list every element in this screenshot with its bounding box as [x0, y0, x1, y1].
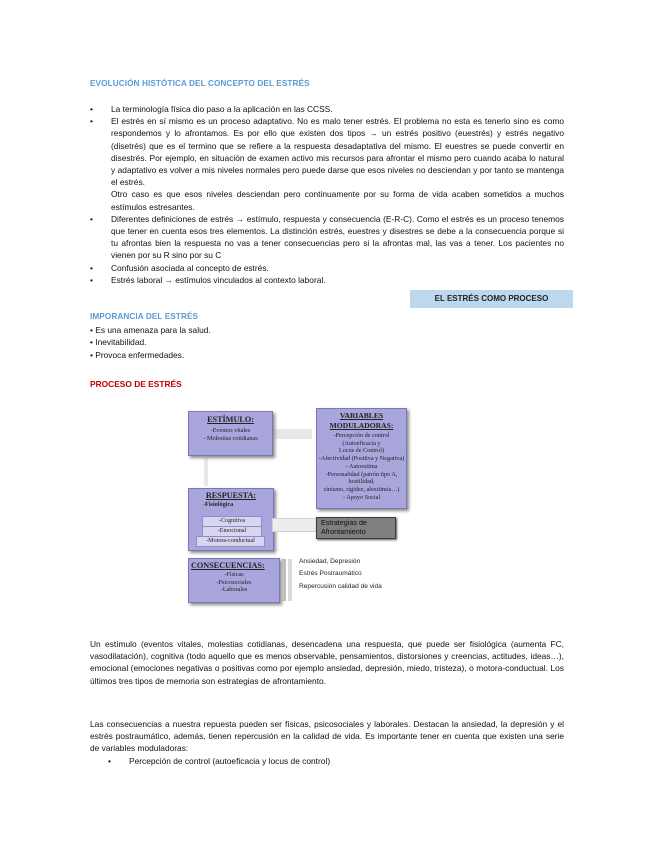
bullet-icon: •: [90, 104, 93, 114]
variables-line: - Apoyo Social: [342, 493, 381, 501]
respuesta-item: -Motora-conductual: [196, 536, 265, 547]
section-title-importancia: IMPORANCIA DEL ESTRÉS: [90, 312, 199, 321]
importancia-list: [90, 324, 211, 361]
outcome-item: Repercusión calidad de vida: [299, 582, 382, 590]
outcomes-list: [299, 556, 382, 593]
last-bullet-list: [108, 755, 564, 767]
list-item: • Percepción de control (autoeficacia y locus de control): [108, 756, 331, 766]
variables-line: -Percepción de control (Autoeficacia y: [333, 432, 390, 447]
consecuencias-line: -Psicosociales: [216, 578, 252, 586]
consecuencias-line: -Laborales: [220, 586, 248, 594]
consecuencias-line: -Físicas: [224, 571, 244, 578]
consecuencias-box: [188, 558, 280, 603]
bullet-icon: •: [90, 262, 93, 273]
list-item: • Diferentes definiciones de estrés → estímulo, respuesta y consecuencia (E-R-C). Como el estrés es un proceso tenemos que tener en cuenta esos tres elementos. La distinción estrés, euestres y disestres se debe a la consecuencia porque si tu afrontas bien la respuesta no vas a tener consecuencias pero si la afrontas mal, las vas a tener. Los pacientes no vienen por su R sino por su C: [90, 213, 564, 261]
respuesta-title: RESPUESTA:: [205, 491, 257, 500]
variables-title: VARIABLES MODULADORAS:: [329, 411, 394, 430]
variables-line: -Personalidad (patrón tipo A, hostilidad,: [325, 470, 398, 486]
respuesta-fisiologica: -Fisiológica: [203, 501, 234, 508]
section-title-proceso: PROCESO DE ESTRÉS: [90, 379, 182, 389]
estimulo-box: [188, 411, 273, 456]
list-item: • Estrés laboral → estímulos vinculados al contexto laboral.: [90, 274, 326, 285]
variables-line: cinismo, rigidez, alexitimia…): [323, 485, 400, 493]
list-note: Otro caso es que esos niveles desciendan pero continuamente por su forma de vida acaben sometidos a muchos estímulos estresantes.: [111, 189, 564, 212]
stress-process-diagram: [182, 406, 408, 604]
variables-line: - Autoestima: [345, 462, 378, 470]
respuesta-item: -Emocional: [202, 526, 262, 537]
section-title-evolucion: EVOLUCIÓN HISTÓTICA DEL CONCEPTO DEL ESTRÉS: [90, 79, 310, 88]
list-item: • El estrés en sí mismo es un proceso adaptativo. No es malo tener estrés. El problema no esta es tenerlo sino es como respondemos y lo afrontamos. Es por ello que existen dos tipos → un estrés positivo (euestrés) y estrés negativo (disetrés) que es el termino que se refiere a la respuesta desadaptativa del mismo. El euestres se puede convertir en disestrés. Por ejemplo, en situación de examen activo mis recursos para afrontar el mismo pero cuando acaba lo natural y adaptativo es volver a mis niveles normales pero puede darse que esos niveles no desciendan y por tanto se mantenga el estrés.: [90, 116, 564, 188]
estimulo-title: ESTÍMULO:: [207, 415, 254, 424]
list-item: • Confusión asociada al concepto de estrés.: [90, 262, 269, 273]
divider-bar: [282, 559, 286, 601]
list-item: • La terminología física dio paso a la aplicación en las CCSS.: [90, 104, 333, 114]
paragraph-estimulo: Un estímulo (eventos vitales, molestias cotidianas, desencadena una respuesta, que puede ser fisiológica (aumenta FC, vasodilatación), cognitiva (todo aquello que es menos observable, pensamientos, distorsiones y creencias, actitudes, ideas…), emocional (emociones negativas o positivas como por ejemplo ansiedad, depresión, miedo, tristeza), o motora-conductual. Los últimos tres tipos de memoria son estrategias de afrontamiento.: [90, 639, 564, 686]
evolucion-bullet-list: [90, 103, 564, 286]
list-item: • Es una amenaza para la salud.: [90, 325, 211, 335]
bullet-icon: •: [90, 116, 93, 127]
bullet-icon: •: [108, 756, 111, 766]
paragraph-consecuencias: Las consecuencias a nuestra repuesta pueden ser físicas, psicosociales y laborales. Destacan la ansiedad, la depresión y el estrés postraumático, además, tienen repercusión en la calidad de vida. Es importante tener en cuenta que existen una serie de variables moduladoras:: [90, 719, 564, 754]
connector-arrow: [270, 429, 312, 439]
proceso-highlight-box: EL ESTRÉS COMO PROCESO: [410, 290, 573, 308]
outcome-item: Estrés Postraumático: [299, 570, 362, 578]
connector-arrow: [272, 518, 320, 532]
bullet-icon: •: [90, 213, 93, 224]
variables-line: Locus de Control): [338, 447, 385, 455]
list-item: • Inevitabilidad.: [90, 337, 147, 348]
estimulo-line: -Eventos vitales: [210, 427, 251, 434]
bullet-icon: •: [90, 274, 93, 285]
consecuencias-title: CONSECUENCIAS:: [191, 561, 265, 570]
estrategias-line: Afrontamiento: [321, 527, 366, 536]
estrategias-afrontamiento-box: [316, 517, 396, 539]
estrategias-line: Estrategias de: [321, 518, 367, 527]
variables-moduladoras-box: [316, 408, 407, 509]
outcome-item: Ansiedad, Depresión: [299, 558, 361, 565]
divider-bar: [288, 559, 292, 601]
respuesta-item: -Cognitiva: [202, 516, 262, 527]
estimulo-line: - Molestias cotidianas: [203, 434, 258, 442]
list-item: • Provoca enfermedades.: [90, 349, 185, 360]
connector-arrow: [204, 458, 208, 486]
variables-line: -Afectividad (Positiva y Negativa): [318, 455, 405, 463]
